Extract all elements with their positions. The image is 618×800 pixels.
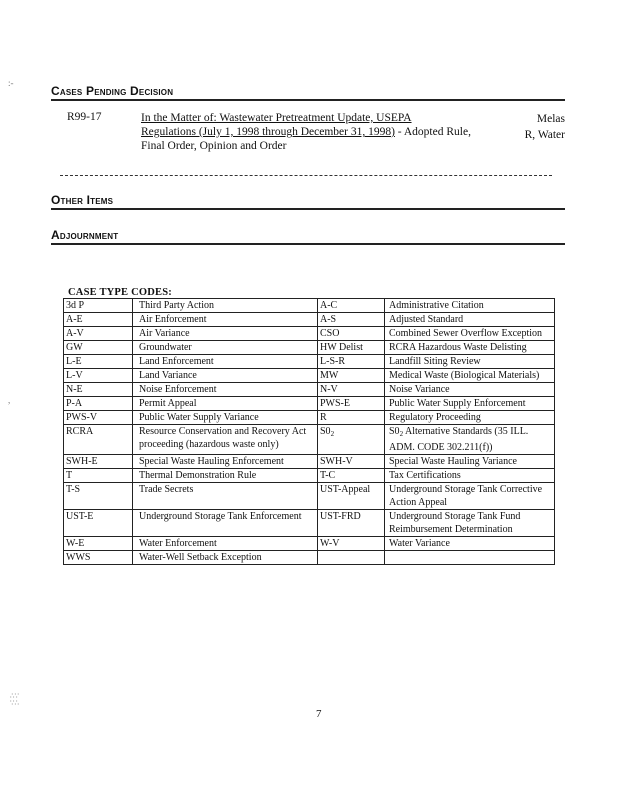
description-cell: Underground Storage Tank Fund Reimbursement Determination xyxy=(385,510,555,537)
code-cell: GW xyxy=(64,341,133,355)
description-cell: Special Waste Hauling Enforcement xyxy=(133,455,318,469)
code-cell: L-S-R xyxy=(318,355,385,369)
heading-text: Adjournment xyxy=(51,228,119,242)
description-cell: Air Variance xyxy=(133,327,318,341)
table-row xyxy=(64,355,555,369)
description-cell: Public Water Supply Enforcement xyxy=(385,397,555,411)
description-cell: Permit Appeal xyxy=(133,397,318,411)
heading-text: Other Items xyxy=(51,193,114,207)
page-number: 7 xyxy=(316,708,322,720)
description-cell: Thermal Demonstration Rule xyxy=(133,469,318,483)
code-cell: SWH-E xyxy=(64,455,133,469)
code-cell: HW Delist xyxy=(318,341,385,355)
table-row xyxy=(64,327,555,341)
code-cell: A-S xyxy=(318,313,385,327)
case-type-codes-caption: CASE TYPE CODES: xyxy=(68,287,172,298)
code-main: S0 xyxy=(320,426,331,437)
table-row xyxy=(64,369,555,383)
assignee-category: R, Water xyxy=(524,129,565,141)
code-cell: SWH-V xyxy=(318,455,385,469)
table-row xyxy=(64,397,555,411)
description-cell: Underground Storage Tank Enforcement xyxy=(133,510,318,537)
description-cell xyxy=(385,425,555,455)
code-cell: 3d P xyxy=(64,299,133,313)
code-cell: W-E xyxy=(64,537,133,551)
other-items-heading xyxy=(51,193,565,210)
table-row xyxy=(64,299,555,313)
scan-artifact: , xyxy=(8,395,11,405)
code-cell: WWS xyxy=(64,551,133,565)
scan-artifact: ∴∵ ∵∴ xyxy=(10,692,19,707)
code-cell xyxy=(318,425,385,455)
table-row xyxy=(64,510,555,537)
table-row xyxy=(64,483,555,510)
description-cell: Water Enforcement xyxy=(133,537,318,551)
case-number: R99-17 xyxy=(67,111,102,123)
dashed-divider xyxy=(60,175,552,176)
desc-subscript: 2 xyxy=(399,430,404,438)
description-cell: Groundwater xyxy=(133,341,318,355)
code-cell: A-C xyxy=(318,299,385,313)
description-cell: Water-Well Setback Exception xyxy=(133,551,318,565)
table-row xyxy=(64,383,555,397)
adjournment-heading xyxy=(51,228,565,245)
description-cell: Noise Enforcement xyxy=(133,383,318,397)
code-cell: T xyxy=(64,469,133,483)
case-type-codes-table xyxy=(63,298,555,565)
code-cell: T-C xyxy=(318,469,385,483)
description-cell: Underground Storage Tank Corrective Action Appeal xyxy=(385,483,555,510)
description-cell: Third Party Action xyxy=(133,299,318,313)
case-assignee xyxy=(525,111,565,143)
description-cell: Public Water Supply Variance xyxy=(133,411,318,425)
code-cell: W-V xyxy=(318,537,385,551)
description-cell: Special Waste Hauling Variance xyxy=(385,455,555,469)
code-cell: CSO xyxy=(318,327,385,341)
code-cell: L-V xyxy=(64,369,133,383)
code-cell: PWS-V xyxy=(64,411,133,425)
case-title-line1: In the Matter of: Wastewater Pretreatment Update, USEPA xyxy=(141,112,412,124)
code-subscript: 2 xyxy=(330,430,335,438)
code-cell: P-A xyxy=(64,397,133,411)
code-cell: A-V xyxy=(64,327,133,341)
code-cell: MW xyxy=(318,369,385,383)
description-cell: RCRA Hazardous Waste Delisting xyxy=(385,341,555,355)
table-row xyxy=(64,469,555,483)
table-row xyxy=(64,425,555,455)
description-cell: Land Enforcement xyxy=(133,355,318,369)
desc-main: S0 xyxy=(389,426,400,437)
table-row xyxy=(64,537,555,551)
code-cell: A-E xyxy=(64,313,133,327)
description-cell: Regulatory Proceeding xyxy=(385,411,555,425)
code-cell xyxy=(318,551,385,565)
table-row xyxy=(64,313,555,327)
code-cell: UST-E xyxy=(64,510,133,537)
description-cell: Air Enforcement xyxy=(133,313,318,327)
code-cell: T-S xyxy=(64,483,133,510)
code-cell: PWS-E xyxy=(318,397,385,411)
table-row xyxy=(64,341,555,355)
code-cell: UST-FRD xyxy=(318,510,385,537)
assignee-name: Melas xyxy=(536,113,565,125)
description-cell: Tax Certifications xyxy=(385,469,555,483)
description-cell: Landfill Siting Review xyxy=(385,355,555,369)
case-title-rest: - Adopted Rule, Final Order, Opinion and Order xyxy=(141,126,471,152)
case-title xyxy=(141,111,471,153)
heading-text: Cases Pending Decision xyxy=(51,84,174,98)
scan-artifact: :- xyxy=(8,78,14,88)
description-cell xyxy=(385,551,555,565)
description-cell: Trade Secrets xyxy=(133,483,318,510)
description-cell: Medical Waste (Biological Materials) xyxy=(385,369,555,383)
table-row xyxy=(64,411,555,425)
description-cell: Combined Sewer Overflow Exception xyxy=(385,327,555,341)
cases-pending-heading xyxy=(51,84,565,101)
desc-rest: Alternative Standards (35 ILL. ADM. CODE 302.211(f)) xyxy=(389,426,529,453)
code-cell: R xyxy=(318,411,385,425)
code-cell: L-E xyxy=(64,355,133,369)
description-cell: Resource Conservation and Recovery Act proceeding (hazardous waste only) xyxy=(133,425,318,455)
description-cell: Administrative Citation xyxy=(385,299,555,313)
description-cell: Adjusted Standard xyxy=(385,313,555,327)
code-cell: N-E xyxy=(64,383,133,397)
description-cell: Land Variance xyxy=(133,369,318,383)
description-cell: Noise Variance xyxy=(385,383,555,397)
table-row xyxy=(64,455,555,469)
table-row xyxy=(64,551,555,565)
code-cell: RCRA xyxy=(64,425,133,455)
case-title-line2: Regulations (July 1, 1998 through December 31, 1998) xyxy=(141,126,395,138)
code-cell: UST-Appeal xyxy=(318,483,385,510)
description-cell: Water Variance xyxy=(385,537,555,551)
code-cell: N-V xyxy=(318,383,385,397)
